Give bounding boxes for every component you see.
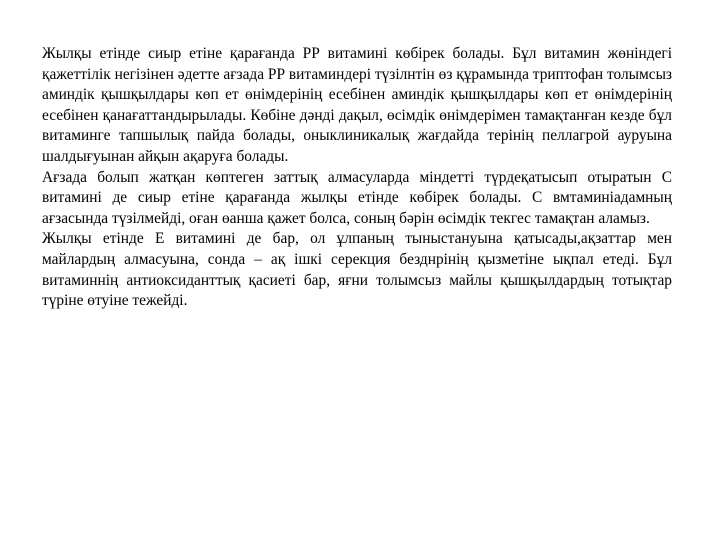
body-text: [42, 44, 672, 312]
paragraph-vitamin-pp: Жылқы етінде сиыр етіне қарағанда РР витамині көбірек болады. Бұл витамин жөніндегі қажеттілік негізінен әдетте ағзада РР витаминдері түзілнтін өз құрамында триптофан толымсыз аминдік қышқылдары көп ет өнімдерінің есебінен аминдік қышқылдары көп ет өнімдерінің есебінен қанағаттандырылады. Көбіне дәнді дақыл, өсімдік өнімдерімен тамақтанған кезде бұл витаминге тапшылық пайда болады, оныклиникалық жағдайда терінің пеллагрой ауруына шалдығуынан айқын ақаруға болады.: [42, 45, 672, 165]
paragraph-vitamin-e: Жылқы етінде Е витамині де бар, ол ұлпаның тыныстануына қатысады,ақзаттар мен майлардың алмасуына, сонда – ақ ішкі серекция безднрінің қызметіне ықпал етеді. Бұл витаминнің антиоксиданттық қасиеті бар, яғни толымсыз майлы қышқылдардың тотықтар түріне өтуіне тежейді.: [42, 230, 672, 310]
paragraph-vitamin-c: Ағзада болып жатқан көптеген заттық алмасуларда міндетті түрдеқатысып отыратын С витамині де сиыр етіне қарағанда жылқы етінде көбірек болады. С вмтаминіадамның ағзасында түзілмейді, оған өанша қажет болса, соның бәрін өсімдік текгес тамақтан аламыз.: [42, 168, 672, 227]
